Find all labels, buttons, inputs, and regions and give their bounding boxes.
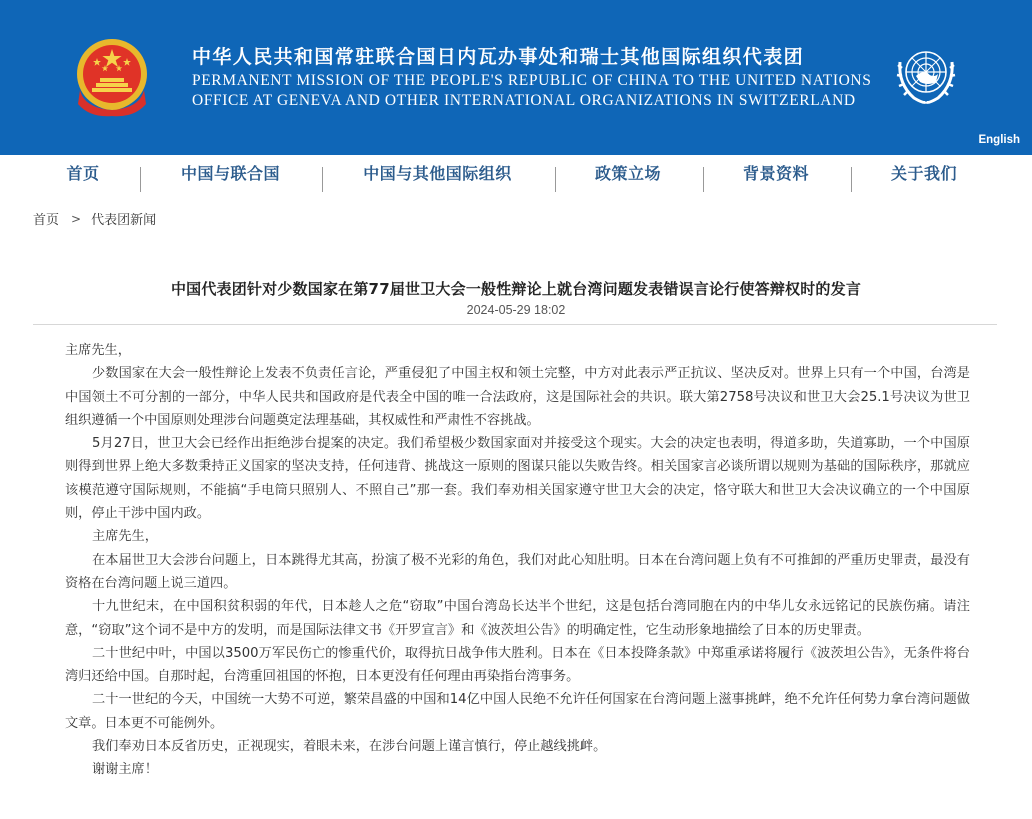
nav-item-china-and-un[interactable]: 中国与联合国 (180, 164, 280, 183)
english-language-link[interactable]: English (978, 134, 1020, 146)
nav-divider (555, 167, 556, 192)
national-emblem-icon[interactable] (74, 38, 150, 118)
article-paragraph: 5月27日，世卫大会已经作出拒绝涉台提案的决定。我们希望极少数国家面对并接受这个现实。大会的决定也表明，得道多助，失道寡助，一个中国原则得到世界上绝大多数秉持正义国家的坚决支持，任何违背、挑战这一原则的图谋只能以失败告终。相关国家言必谈所谓以规则为基础的国际秩序，那就应该模范遵守国际规则，不能搞“手电筒只照别人、不照自己”那一套。我们奉劝相关国家遵守世卫大会的决定，恪守联大和世卫大会决议确立的一个中国原则，停止干涉中国内政。 (65, 436, 970, 522)
nav-item-background[interactable]: 背景资料 (742, 164, 809, 183)
site-header (0, 0, 1032, 155)
article-paragraph: 少数国家在大会一般性辩论上发表不负责任言论，严重侵犯了中国主权和领土完整，中方对此表示严正抗议、坚决反对。世界上只有一个中国，台湾是中国领土不可分割的一部分，中华人民共和国政府是代表全中国的唯一合法政府，这是国际社会的共识。联大第2758号决议和世卫大会25.1号决议为世卫组织遵循一个中国原则处理涉台问题奠定法理基础，其权威性和严肃性不容挑战。 (65, 366, 970, 428)
breadcrumb (33, 209, 156, 228)
article-body (65, 339, 970, 782)
un-emblem-icon (894, 40, 958, 112)
nav-divider (140, 167, 141, 192)
article-paragraph: 二十世纪中叶，中国以3500万军民伤亡的惨重代价，取得抗日战争伟大胜利。日本在《日本投降条款》中郑重承诺将履行《波茨坦公告》，无条件将台湾归还给中国。自那时起，台湾重回祖国的怀抱，日本更没有任何理由再染指台湾事务。 (65, 645, 970, 685)
nav-item-home[interactable]: 首页 (66, 164, 100, 183)
article-paragraph: 谢谢主席！ (92, 762, 158, 778)
article-date: 2024-05-29 18:02 (466, 303, 566, 317)
article-paragraph: 我们奉劝日本反省历史，正视现实，着眼未来，在涉台问题上谨言慎行，停止越线挑衅。 (92, 739, 607, 755)
article-paragraph: 在本届世卫大会涉台问题上，日本跳得尤其高，扮演了极不光彩的角色，我们对此心知肚明。日本在台湾问题上负有不可推卸的严重历史罪责，最没有资格在台湾问题上说三道四。 (65, 552, 970, 591)
article-paragraph: 主席先生， (65, 343, 131, 358)
nav-divider (851, 167, 852, 192)
article-paragraph: 十九世纪末，在中国积贫积弱的年代，日本趁人之危“窃取”中国台湾岛长达半个世纪，这是包括台湾同胞在内的中华儿女永远铭记的民族伤痛。请注意，“窃取”这个词不是中方的发明，而是国际法律文书《开罗宣言》和《波茨坦公告》的明确定性，它生动形象地描绘了日本的历史罪责。 (65, 599, 970, 638)
main-nav (0, 155, 1032, 195)
article-paragraph: 二十一世纪的今天，中国统一大势不可逆，繁荣昌盛的中国和14亿中国人民绝不允许任何国家在台湾问题上滋事挑衅，绝不允许任何势力拿台湾问题做文章。日本更不可能例外。 (65, 692, 970, 731)
article-title: 中国代表团针对少数国家在第77届世卫大会一般性辩论上就台湾问题发表错误言论行使答辩权时的发言 (170, 280, 862, 298)
breadcrumb-home-link[interactable]: 首页 (33, 213, 60, 228)
nav-divider (703, 167, 704, 192)
site-title-english-line1: PERMANENT MISSION OF THE PEOPLE'S REPUBLIC OF CHINA TO THE UNITED NATIONS (192, 72, 872, 89)
nav-item-about-us[interactable]: 关于我们 (890, 164, 957, 183)
site-title-chinese: 中华人民共和国常驻联合国日内瓦办事处和瑞士其他国际组织代表团 (192, 46, 805, 68)
title-divider (33, 324, 997, 325)
site-title-english-line2: OFFICE AT GENEVA AND OTHER INTERNATIONAL ORGANIZATIONS IN SWITZERLAND (192, 92, 856, 109)
nav-item-policy-positions[interactable]: 政策立场 (594, 164, 661, 183)
nav-item-china-and-other-orgs[interactable]: 中国与其他国际组织 (363, 164, 512, 183)
article-paragraph: 主席先生， (92, 529, 158, 545)
chevron-right-icon: > (71, 211, 82, 226)
breadcrumb-news-link[interactable]: 代表团新闻 (91, 213, 157, 228)
nav-divider (322, 167, 323, 192)
